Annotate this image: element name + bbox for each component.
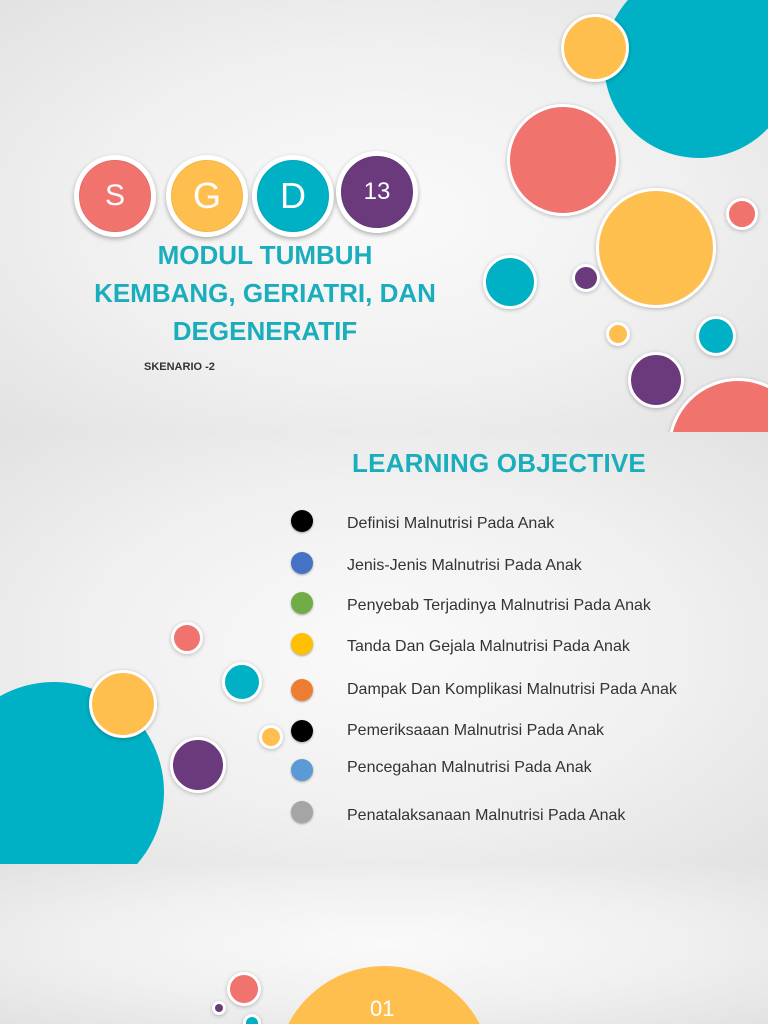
objective-item: Pemeriksaaan Malnutrisi Pada Anak — [347, 722, 605, 739]
module-title-line-1: MODUL TUMBUH — [157, 240, 373, 270]
bullet-dot — [291, 552, 313, 574]
title-slide — [0, 0, 768, 432]
bullet-dot — [291, 633, 313, 655]
decor-circle-coral-small — [227, 972, 261, 1006]
bullet-dot — [291, 592, 313, 614]
decor-circle-purple — [170, 737, 226, 793]
decor-circle-yellow-large — [596, 188, 716, 308]
decor-circle-teal-medium — [222, 662, 262, 702]
decor-circle-coral-small — [726, 198, 758, 230]
module-title-line-3: DEGENERATIF — [172, 316, 358, 346]
decor-circle-yellow-small — [606, 322, 630, 346]
section-number: 01 — [370, 996, 395, 1021]
bullet-dot — [291, 759, 313, 781]
decor-circle-purple — [628, 352, 684, 408]
decor-circle-teal — [483, 255, 537, 309]
decor-circle-yellow-small — [259, 725, 283, 749]
decor-circle-coral-small — [171, 622, 203, 654]
decor-circle-teal-large — [604, 0, 768, 158]
decor-circle-teal-medium — [696, 316, 736, 356]
decor-circle-purple-tiny — [212, 1001, 226, 1015]
sgd-letter-g: G — [166, 155, 248, 237]
sgd-letter-s: S — [74, 155, 156, 237]
objective-item: Penyebab Terjadinya Malnutrisi Pada Anak — [347, 597, 651, 614]
objective-item: Dampak Dan Komplikasi Malnutrisi Pada Anak — [347, 681, 677, 698]
decor-circle-yellow — [561, 14, 629, 82]
decor-circle-coral-large — [507, 104, 619, 216]
objective-item: Definisi Malnutrisi Pada Anak — [347, 515, 555, 532]
bullet-dot — [291, 679, 313, 701]
objective-item: Pencegahan Malnutrisi Pada Anak — [347, 759, 592, 776]
learning-objective-slide — [0, 432, 768, 864]
module-title — [70, 236, 460, 350]
objective-item: Penatalaksanaan Malnutrisi Pada Anak — [347, 807, 626, 824]
bullet-dot — [291, 510, 313, 532]
decor-circle-yellow — [89, 670, 157, 738]
decor-circle-purple-small — [572, 264, 600, 292]
sgd-number-13: 13 — [336, 151, 418, 233]
objective-item: Jenis-Jenis Malnutrisi Pada Anak — [347, 557, 582, 574]
section-slide — [0, 864, 768, 1024]
scenario-subtitle: SKENARIO -2 — [144, 361, 215, 373]
module-title-line-2: KEMBANG, GERIATRI, DAN — [94, 278, 436, 308]
bullet-dot — [291, 720, 313, 742]
sgd-letter-d: D — [252, 155, 334, 237]
objective-item: Tanda Dan Gejala Malnutrisi Pada Anak — [347, 638, 630, 655]
bullet-dot — [291, 801, 313, 823]
learning-objective-title: LEARNING OBJECTIVE — [352, 448, 646, 478]
decor-circle-teal-tiny — [243, 1014, 261, 1024]
